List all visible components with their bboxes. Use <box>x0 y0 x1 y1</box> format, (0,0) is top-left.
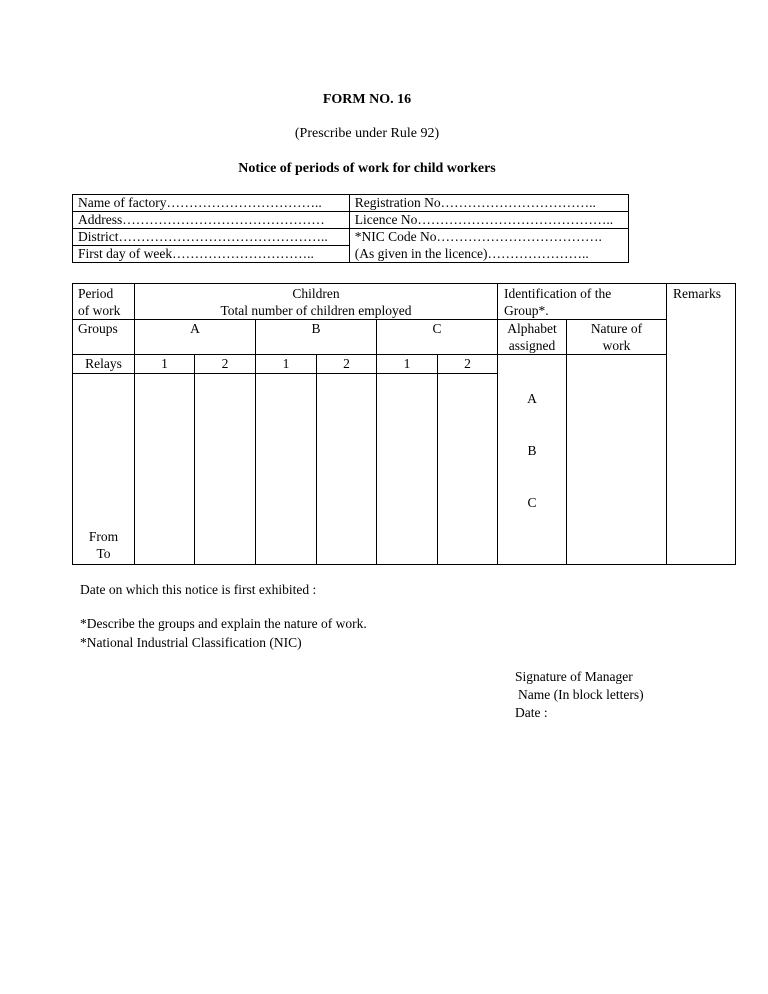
form-title: FORM NO. 16 <box>322 92 412 107</box>
nature-header: Nature of work <box>590 321 643 353</box>
district-field: District……………………………………….. <box>73 229 350 246</box>
group-b-header: B <box>311 321 321 336</box>
describe-note: *Describe the groups and explain the nature of work. <box>80 616 367 631</box>
letter-c: C <box>527 495 537 510</box>
signature-block <box>515 668 644 722</box>
letter-b: B <box>527 443 537 458</box>
exhibited-note: Date on which this notice is first exhibited : <box>80 582 317 597</box>
address-field: Address……………………………………… <box>73 212 350 229</box>
work-periods-table <box>72 283 736 565</box>
relay-a2: 2 <box>221 356 229 371</box>
relays-label: Relays <box>85 356 122 371</box>
groups-label: Groups <box>78 321 118 336</box>
from-to-label: From To <box>88 529 119 561</box>
relay-a1: 1 <box>161 356 168 371</box>
remarks-header: Remarks <box>673 286 721 301</box>
identification-header: Identification of the Group*. <box>504 286 612 318</box>
as-given-field: (As given in the licence)………………….. <box>349 246 628 263</box>
signature-label: Signature of Manager <box>515 669 633 684</box>
factory-name-field: Name of factory…………………………….. <box>73 195 350 212</box>
nic-note: *National Industrial Classification (NIC) <box>80 635 302 650</box>
registration-field: Registration No…………………………….. <box>349 195 628 212</box>
form-heading: Notice of periods of work for child workers <box>238 161 496 176</box>
relay-b1: 1 <box>282 356 290 371</box>
letter-a: A <box>527 391 537 406</box>
form-rule: (Prescribe under Rule 92) <box>294 126 440 141</box>
first-day-field: First day of week………………………….. <box>73 246 350 263</box>
name-label: Name (In block letters) <box>518 687 644 702</box>
relay-c1: 1 <box>403 356 411 371</box>
factory-info-table <box>72 194 629 263</box>
period-label: Period of work <box>78 286 121 318</box>
relay-c2: 2 <box>464 356 471 371</box>
alphabet-header: Alphabet assigned <box>507 321 557 353</box>
children-header: Children Total number of children employed <box>220 286 412 318</box>
nic-code-field: *NIC Code No………………………………. <box>349 229 628 246</box>
group-a-header: A <box>190 321 200 336</box>
date-label: Date : <box>515 705 548 720</box>
group-c-header: C <box>432 321 442 336</box>
relay-b2: 2 <box>343 356 350 371</box>
licence-field: Licence No…………………………………….. <box>349 212 628 229</box>
